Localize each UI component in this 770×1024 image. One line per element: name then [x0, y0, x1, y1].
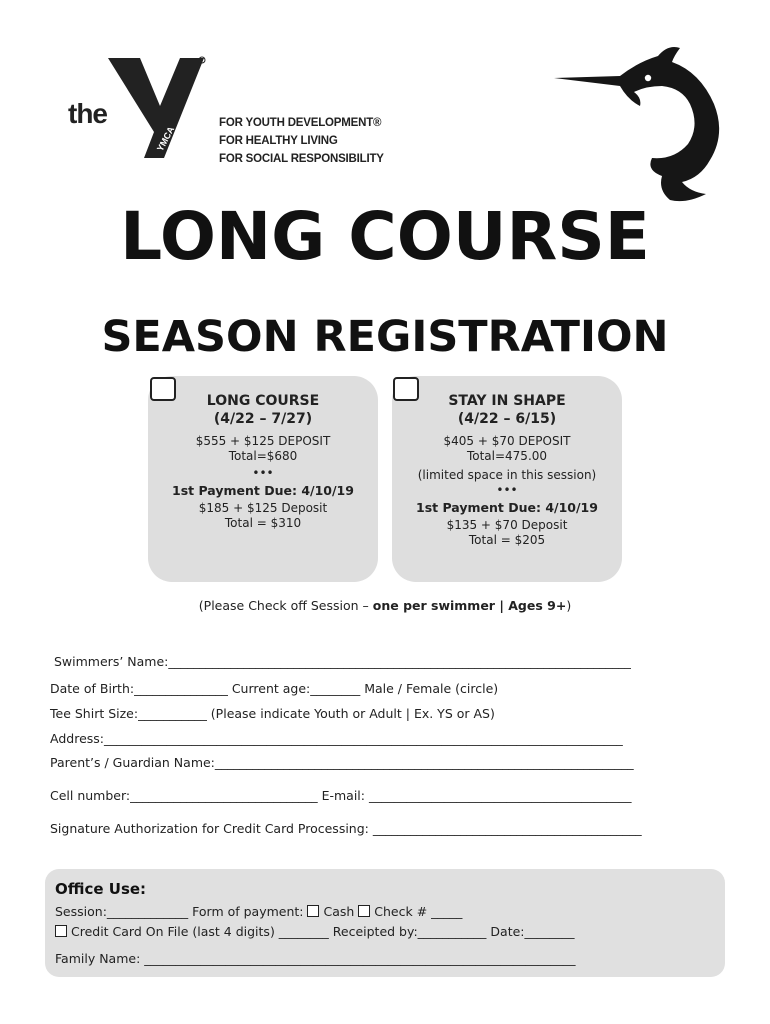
session-divider: •••	[252, 466, 274, 480]
page-title: LONG COURSE	[120, 198, 650, 275]
tagline-1: FOR YOUTH DEVELOPMENT®	[219, 117, 382, 129]
session-total: Total=475.00	[466, 449, 548, 463]
cash-label: Cash	[323, 904, 355, 919]
instruction-suffix: )	[566, 598, 572, 613]
office-session-payment-line	[55, 904, 462, 919]
session-dates: (4/22 – 6/15)	[457, 411, 557, 427]
session-name: LONG COURSE	[206, 393, 320, 409]
ymca-small-label: YMCA	[154, 124, 177, 153]
session-price: $405 + $70 DEPOSIT	[443, 434, 571, 448]
family-name-field[interactable]: Family Name: _____________________________________________________________________	[55, 951, 576, 966]
session-installment: $185 + $125 Deposit	[198, 501, 328, 515]
tagline-3: FOR SOCIAL RESPONSIBILITY	[219, 153, 384, 165]
ymca-y-logo-icon	[104, 54, 214, 164]
tagline-2: FOR HEALTHY LIVING	[219, 135, 338, 147]
session-due: 1st Payment Due: 4/10/19	[416, 500, 598, 515]
tee-shirt-size-field[interactable]: Tee Shirt Size:___________ (Please indicate Youth or Adult | Ex. YS or AS)	[50, 706, 495, 721]
signature-authorization-field[interactable]: Signature Authorization for Credit Card Processing: ___________________________________________	[50, 821, 642, 836]
session-installment-total: Total = $310	[224, 516, 302, 530]
session-dates: (4/22 – 7/27)	[213, 411, 313, 427]
session-name: STAY IN SHAPE	[448, 393, 566, 409]
marlin-fish-icon	[550, 42, 730, 207]
dob-age-gender-field[interactable]: Date of Birth:_______________ Current age:________ Male / Female (circle)	[50, 681, 499, 696]
session-total: Total=$680	[228, 449, 298, 463]
guardian-name-field[interactable]: Parent’s / Guardian Name:___________________________________________________________________	[50, 755, 634, 770]
office-session-label[interactable]: Session:_____________ Form of payment:	[55, 904, 308, 919]
instruction-prefix: (Please Check off Session –	[198, 598, 373, 613]
swimmer-name-field[interactable]: Swimmers’ Name:__________________________________________________________________________	[54, 654, 631, 669]
credit-card-label[interactable]: Credit Card On File (last 4 digits) ________ Receipted by:___________ Date:________	[70, 924, 575, 939]
session-divider: •••	[496, 483, 518, 497]
session-due: 1st Payment Due: 4/10/19	[172, 483, 354, 498]
session-installment: $135 + $70 Deposit	[446, 518, 568, 532]
session-note: (limited space in this session)	[417, 468, 597, 482]
page-subtitle: SEASON REGISTRATION	[101, 312, 669, 362]
ymca-logo-the: the	[68, 98, 107, 129]
session-instruction	[0, 598, 770, 613]
session-price: $555 + $125 DEPOSIT	[195, 434, 331, 448]
session-installment-total: Total = $205	[468, 533, 546, 547]
office-credit-line	[55, 924, 575, 939]
long-course-details	[148, 392, 378, 531]
logo-taglines	[219, 114, 384, 168]
check-label[interactable]: Check # _____	[374, 904, 463, 919]
address-field[interactable]: Address:___________________________________________________________________________________	[50, 731, 623, 746]
instruction-bold: one per swimmer | Ages 9+	[372, 598, 567, 613]
office-use-title: Office Use:	[55, 880, 147, 898]
cash-checkbox[interactable]	[307, 905, 319, 917]
check-checkbox[interactable]	[358, 905, 370, 917]
stay-in-shape-details	[392, 392, 622, 548]
credit-card-checkbox[interactable]	[55, 925, 67, 937]
cell-email-field[interactable]: Cell number:______________________________ E-mail: __________________________________________	[50, 788, 632, 803]
